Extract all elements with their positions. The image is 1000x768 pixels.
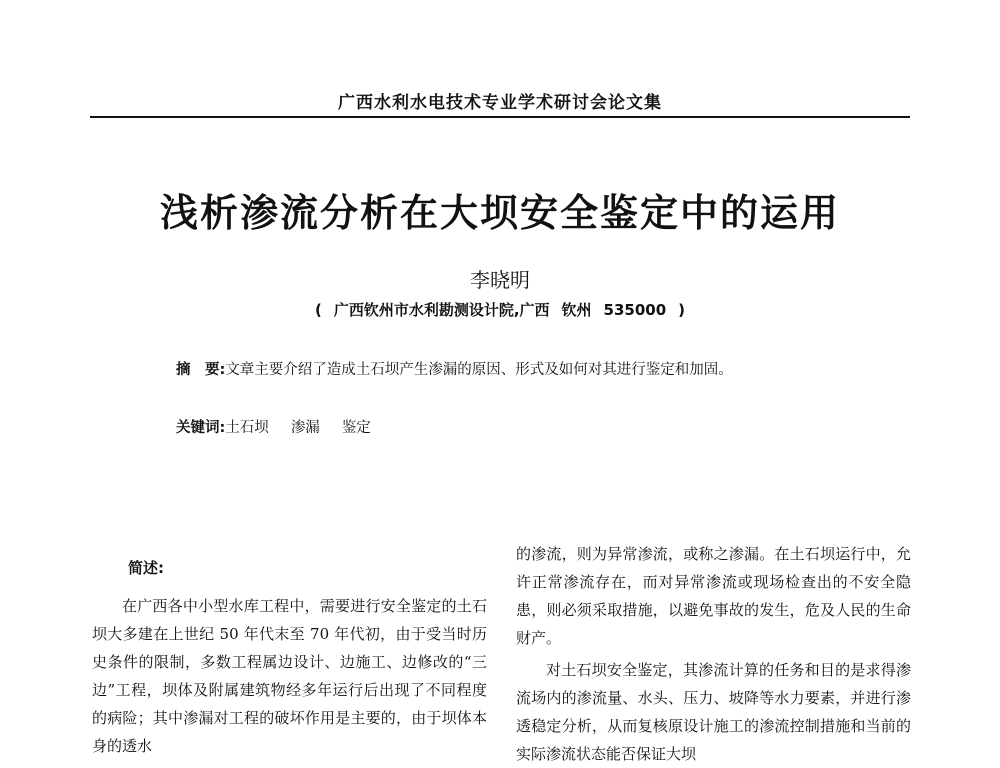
affiliation-org: 广西钦州市水利勘测设计院,广西 [333, 301, 550, 319]
affiliation-city: 钦州 [561, 301, 592, 319]
keyword-item: 渗漏 [290, 420, 320, 436]
keyword-item: 土石坝 [225, 420, 269, 436]
keyword-item: 鉴定 [341, 420, 371, 436]
affiliation [0, 299, 1000, 320]
body-column-left [92, 542, 487, 760]
body-column-right [516, 540, 911, 768]
abstract-label: 摘 要: [176, 362, 226, 378]
keywords [176, 416, 896, 437]
affiliation-postcode: 535000 [603, 301, 667, 319]
abstract [176, 358, 896, 379]
affiliation-open: ( [314, 301, 322, 319]
affiliation-close: ) [678, 301, 686, 319]
author-name: 李晓明 [470, 268, 530, 292]
header-rule [90, 116, 910, 118]
section-heading: 简述: [128, 559, 164, 577]
body-paragraph: 在广西各中小型水库工程中，需要进行安全鉴定的土石坝大多建在上世纪 50 年代末至 70 年代初，由于受当时历史条件的限制，多数工程属边设计、边施工、边修改的“三边”工程，坝体及附属建筑物经多年运行后出现了不同程度的病险；其中渗漏对工程的破坏作用是主要的，由于坝体本身的透水 [92, 597, 487, 755]
paper-title: 浅析渗流分析在大坝安全鉴定中的运用 [159, 190, 840, 235]
running-head: 广西水利水电技术专业学术研讨会论文集 [338, 93, 662, 113]
abstract-text: 文章主要介绍了造成土石坝产生渗漏的原因、形式及如何对其进行鉴定和加固。 [225, 362, 733, 378]
body-paragraph: 对土石坝安全鉴定，其渗流计算的任务和目的是求得渗流场内的渗流量、水头、压力、坡降等水力要素，并进行渗透稳定分析，从而复核原设计施工的渗流控制措施和当前的实际渗流状态能否保证大坝 [516, 661, 911, 763]
keywords-label: 关键词: [176, 420, 226, 436]
body-paragraph-continued: 的渗流，则为异常渗流，或称之渗漏。在土石坝运行中，允许正常渗流存在，而对异常渗流或现场检查出的不安全隐患，则必须采取措施，以避免事故的发生，危及人民的生命财产。 [516, 545, 911, 647]
